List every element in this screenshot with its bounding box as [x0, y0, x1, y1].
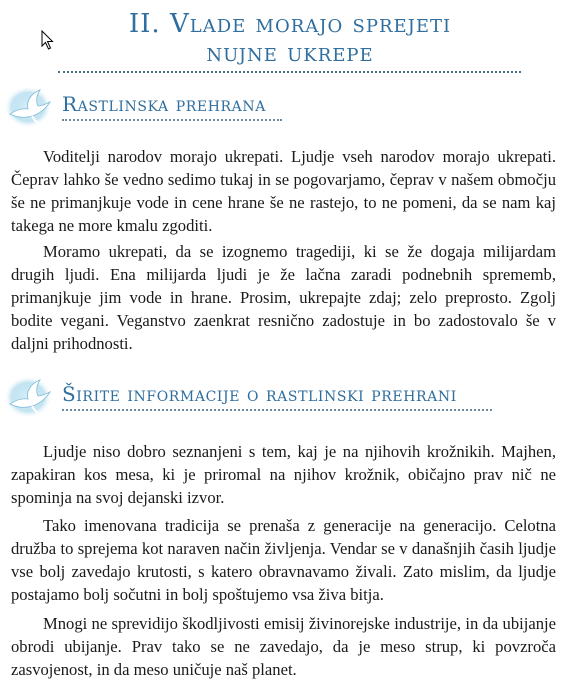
chapter-title-line-2: nujne ukrepe	[206, 38, 374, 68]
dove-icon	[4, 374, 56, 420]
paragraph: Ljudje niso dobro seznanjeni s tem, kaj je na njihovih krožnikih. Majhen, zapakiran kos mesa, ki je priromal na njihov krožnik, običajno prav nič ne spominja na svoj dejanski izvor.	[11, 442, 556, 507]
section-heading-plant-diet	[4, 84, 564, 132]
heading-divider	[62, 119, 282, 121]
chapter-title-line-1: II. Vlade morajo sprejeti	[128, 9, 452, 39]
section-heading-spread-info	[4, 374, 564, 422]
dove-icon	[4, 84, 56, 130]
title-divider	[58, 71, 521, 73]
heading-divider	[62, 409, 492, 411]
paragraph: Tako imenovana tradicija se prenaša z generacije na generacijo. Celotna družba to sprejema kot naraven način življenja. Vendar se v današnjih časih ljudje vse bolj zavedajo krutosti, s katero obravnavamo živali. Zato mislim, da ljudje postajamo bolj sočutni in bolj spoštujemo vsa živa bitja.	[11, 516, 556, 604]
section-heading-text: Širite informacije o rastlinski prehrani	[62, 382, 457, 406]
mouse-pointer-icon	[41, 30, 55, 50]
paragraph: Moramo ukrepati, da se izognemo tragediji, ki se že dogaja milijardam drugih ljudi. Ena milijarda ljudi je že lačna zaradi podnebnih sprememb, primanjkuje jim vode in hrane. Prosim, ukrepajte zdaj; zelo preprosto. Zgolj bodite vegani. Veganstvo zaenkrat resnično zadostuje in bo zadostovalo še v daljni prihodnosti.	[11, 242, 556, 353]
chapter-title	[60, 10, 520, 68]
section-heading-text: Rastlinska prehrana	[62, 92, 266, 116]
paragraph: Mnogi ne sprevidijo škodljivosti emisij živinorejske industrije, in da ubijanje obrodi ubijanje. Prav tako se ne zavedajo, da je meso strup, ki povzroča zasvojenost, in da meso uničuje naš planet.	[11, 614, 556, 679]
paragraph: Voditelji narodov morajo ukrepati. Ljudje vseh narodov morajo ukrepati. Čeprav lahko še vedno sedimo tukaj in se pogovarjamo, čeprav v našem območju še ne primanjkuje vode in cene hrane še ne rastejo, to ne pomeni, da se nam kaj takega ne more kmalu zgoditi.	[11, 147, 556, 235]
